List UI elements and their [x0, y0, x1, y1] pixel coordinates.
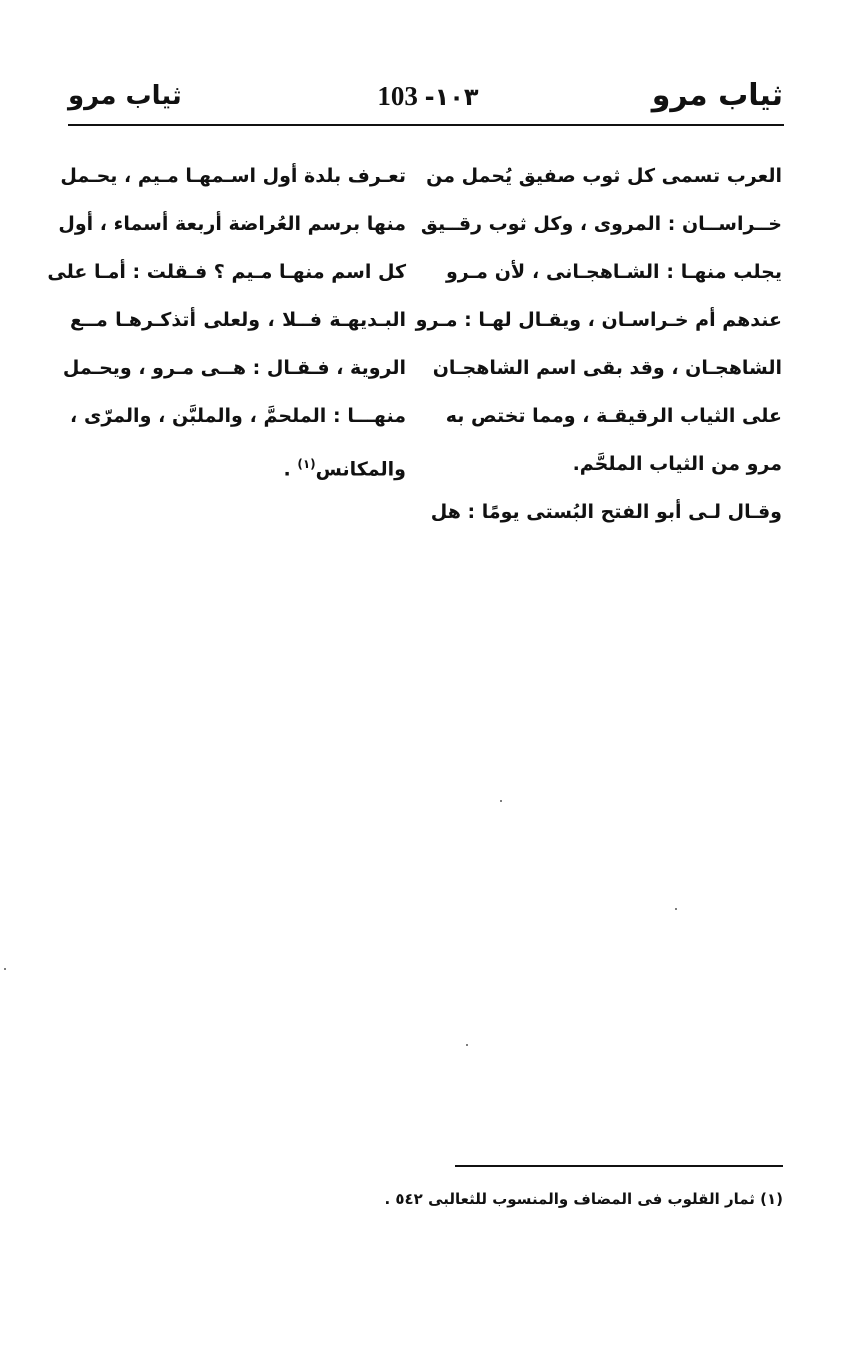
footnote: (١) ثمار القلوب فى المضاف والمنسوب للثعالبى ٥٤٢ .	[384, 1190, 783, 1208]
text-line: العرب تسمى كل ثوب صفيق يُحمل من	[426, 165, 782, 187]
page-number-arabic: -١٠٣	[424, 83, 479, 111]
text-line: الروية ، فـقـال : هــى مـرو ، ويحـمل	[62, 357, 406, 379]
text-line: يجلب منهـا : الشـاهجـانى ، لأن مـرو	[446, 261, 782, 283]
text-line: منها برسم العُراضة أربعة أسماء ، أول	[58, 213, 406, 235]
scan-speck	[4, 968, 6, 970]
page-number	[358, 76, 498, 117]
running-header	[68, 76, 783, 116]
text-fragment: والمكانس	[315, 458, 406, 481]
text-line: مرو من الثياب الملحَّم.	[572, 453, 782, 475]
footnote-reference: (١)	[297, 457, 316, 471]
header-rule	[68, 124, 784, 126]
text-line: منهـــا : الملحمَّ ، والملبَّن ، والمرّى ،	[70, 405, 406, 427]
footnote-rule	[455, 1165, 783, 1167]
scan-speck	[466, 1044, 468, 1046]
text-line: كل اسم منهـا مـيم ؟ فـقلت : أمـا على	[47, 261, 406, 283]
text-line-last	[70, 440, 406, 488]
text-line: خــراســان : المروى ، وكل ثوب رقــيق	[420, 213, 782, 235]
left-column	[47, 152, 406, 488]
text-line: الشاهجـان ، وقد بقى اسم الشاهجـان	[432, 357, 782, 379]
scan-speck	[500, 800, 502, 802]
text-line: على الثياب الرقيقـة ، ومما تختص به	[445, 405, 782, 427]
header-title-left: ثياب مرو	[68, 81, 182, 111]
right-column	[415, 152, 782, 536]
text-line: البـديهـة فــلا ، ولعلى أتذكـرهـا مــع	[70, 309, 406, 331]
scan-speck	[675, 908, 677, 910]
page-number-latin: 103	[377, 81, 418, 111]
end-punctuation: .	[283, 458, 298, 481]
text-line: وقـال لـى أبو الفتح البُستى يومًا : هل	[430, 501, 782, 523]
header-title-right: ثياب مرو	[651, 78, 783, 113]
text-line: تعـرف بلدة أول اسـمهـا مـيم ، يحـمل	[60, 165, 406, 187]
text-line: عندهم أم خـراسـان ، ويقـال لهـا : مـرو	[415, 309, 782, 331]
